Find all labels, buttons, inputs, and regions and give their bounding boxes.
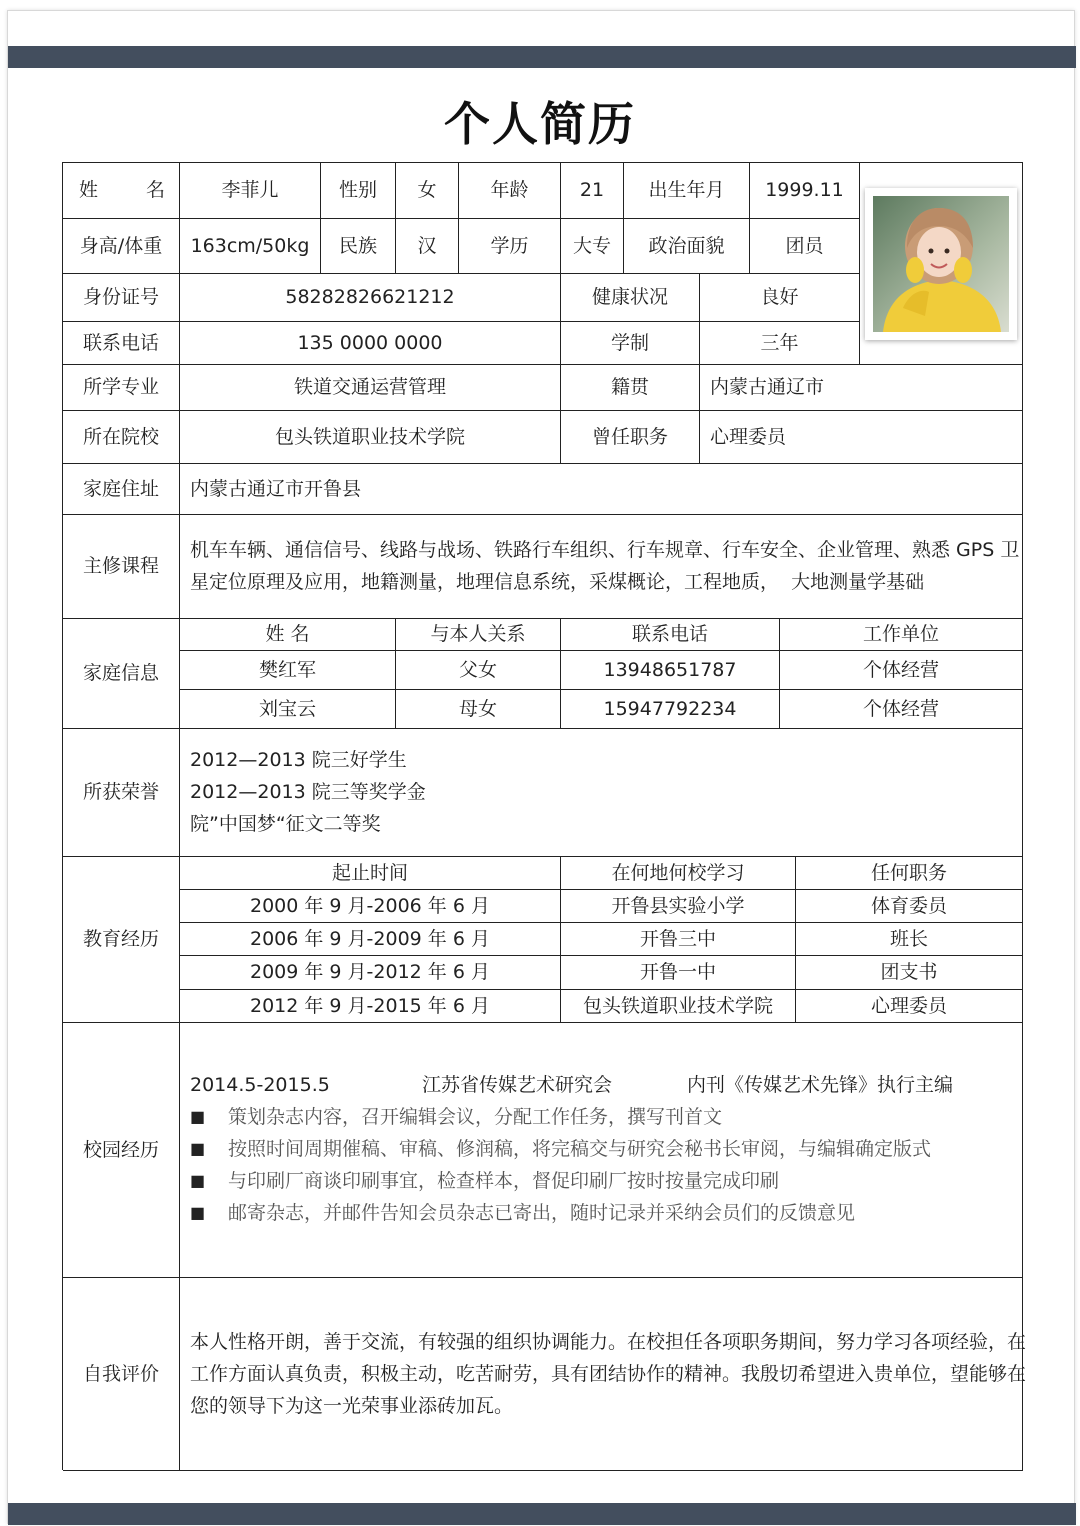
self-eval-line-2: 工作方面认真负责，积极主动，吃苦耐劳，具有团结协作的精神。我殷切希望进入贵单位，望能够在 — [190, 1363, 1027, 1385]
education-value: 大专 — [561, 219, 624, 274]
edu-row-4-role: 心理委员 — [796, 990, 1023, 1023]
courses-text — [190, 534, 1020, 598]
family-row-1-name: 樊红军 — [180, 651, 396, 690]
family-header-relation: 与本人关系 — [396, 619, 561, 651]
campus-content — [190, 1069, 1020, 1229]
campus-header-line — [190, 1069, 1020, 1101]
edu-row-2-school: 开鲁三中 — [561, 923, 796, 956]
position-value: 心理委员 — [700, 411, 1023, 464]
honors-list — [190, 744, 1010, 840]
name-label-char-1: 姓 — [79, 179, 99, 202]
page-title: 个人简历 — [444, 97, 636, 151]
edu-row-1-school: 开鲁县实验小学 — [561, 890, 796, 923]
duration-label: 学制 — [561, 322, 700, 365]
family-row-2-phone: 15947792234 — [561, 690, 780, 729]
edu-row-4-period: 2012 年 9 月-2015 年 6 月 — [180, 990, 561, 1023]
family-label: 家庭信息 — [63, 619, 180, 729]
native-value: 内蒙古通辽市 — [700, 365, 1023, 411]
gender-value: 女 — [396, 163, 459, 219]
edu-row-1-period: 2000 年 9 月-2006 年 6 月 — [180, 890, 561, 923]
school-label: 所在院校 — [63, 411, 180, 464]
edu-header-school: 在何地何校学习 — [561, 857, 796, 890]
family-header-work: 工作单位 — [780, 619, 1023, 651]
honor-item-3: 院”中国梦“征文二等奖 — [190, 813, 381, 835]
health-value: 良好 — [700, 274, 860, 322]
native-label: 籍贯 — [561, 365, 700, 411]
family-header-phone: 联系电话 — [561, 619, 780, 651]
family-row-1-relation: 父女 — [396, 651, 561, 690]
height-weight-value: 163cm/50kg — [180, 219, 321, 274]
edu-row-2-period: 2006 年 9 月-2009 年 6 月 — [180, 923, 561, 956]
id-label: 身份证号 — [63, 274, 180, 322]
campus-period: 2014.5-2015.5 — [190, 1074, 330, 1096]
phone-label: 联系电话 — [63, 322, 180, 365]
education-label: 学历 — [459, 219, 561, 274]
family-header-name: 姓 名 — [180, 619, 396, 651]
self-eval-line-3: 您的领导下为这一光荣事业添砖加瓦。 — [190, 1395, 514, 1417]
edu-row-2-role: 班长 — [796, 923, 1023, 956]
edu-row-3-role: 团支书 — [796, 956, 1023, 990]
height-weight-label: 身高/体重 — [63, 219, 180, 274]
name-label — [63, 163, 180, 219]
edu-row-1-role: 体育委员 — [796, 890, 1023, 923]
address-label: 家庭住址 — [63, 464, 180, 515]
education-section-label: 教育经历 — [63, 857, 180, 1023]
bottom-bar — [8, 1503, 1076, 1525]
address-value: 内蒙古通辽市开鲁县 — [180, 464, 1023, 515]
profile-photo-image — [873, 196, 1009, 332]
courses-line-2: 星定位原理及应用，地籍测量，地理信息系统，采煤概论，工程地质， 大地测量学基础 — [190, 571, 925, 593]
top-bar — [8, 46, 1076, 68]
family-row-2-work: 个体经营 — [780, 690, 1023, 729]
family-row-1-phone: 13948651787 — [561, 651, 780, 690]
gender-label: 性别 — [321, 163, 396, 219]
honor-item-2: 2012—2013 院三等奖学金 — [190, 781, 426, 803]
profile-photo — [865, 188, 1017, 340]
birth-label: 出生年月 — [624, 163, 750, 219]
age-value: 21 — [561, 163, 624, 219]
edu-row-3-period: 2009 年 9 月-2012 年 6 月 — [180, 956, 561, 990]
id-value: 58282826621212 — [180, 274, 561, 322]
name-label-char-2: 名 — [145, 179, 165, 202]
family-row-2-name: 刘宝云 — [180, 690, 396, 729]
political-value: 团员 — [750, 219, 860, 274]
courses-label: 主修课程 — [63, 515, 180, 619]
family-row-2-relation: 母女 — [396, 690, 561, 729]
self-eval-line-1: 本人性格开朗，善于交流，有较强的组织协调能力。在校担任各项职务期间，努力学习各项经验，在 — [190, 1331, 1027, 1353]
edu-header-period: 起止时间 — [180, 857, 561, 890]
political-label: 政治面貌 — [624, 219, 750, 274]
edu-row-4-school: 包头铁道职业技术学院 — [561, 990, 796, 1023]
major-value: 铁道交通运营管理 — [180, 365, 561, 411]
campus-label: 校园经历 — [63, 1023, 180, 1278]
name-value: 李菲儿 — [180, 163, 321, 219]
major-label: 所学专业 — [63, 365, 180, 411]
age-label: 年龄 — [459, 163, 561, 219]
campus-duty-2: ■ 按照时间周期催稿、审稿、修润稿，将完稿交与研究会秘书长审阅，与编辑确定版式 — [190, 1133, 1020, 1165]
ethnicity-label: 民族 — [321, 219, 396, 274]
ethnicity-value: 汉 — [396, 219, 459, 274]
health-label: 健康状况 — [561, 274, 700, 322]
self-eval-label: 自我评价 — [63, 1278, 180, 1471]
phone-value: 135 0000 0000 — [180, 322, 561, 365]
birth-value: 1999.11 — [750, 163, 860, 219]
campus-org: 江苏省传媒艺术研究会 — [422, 1074, 613, 1096]
self-eval-text — [190, 1326, 1027, 1422]
campus-role: 内刊《传媒艺术先锋》执行主编 — [687, 1074, 954, 1096]
resume-table — [62, 162, 1027, 1470]
campus-duty-4: ■ 邮寄杂志，并邮件告知会员杂志已寄出，随时记录并采纳会员们的反馈意见 — [190, 1197, 1020, 1229]
honor-item-1: 2012—2013 院三好学生 — [190, 749, 407, 771]
family-row-1-work: 个体经营 — [780, 651, 1023, 690]
campus-duty-3: ■ 与印刷厂商谈印刷事宜，检查样本，督促印刷厂按时按量完成印刷 — [190, 1165, 1020, 1197]
duration-value: 三年 — [700, 322, 860, 365]
school-value: 包头铁道职业技术学院 — [180, 411, 561, 464]
courses-line-1: 机车车辆、通信信号、线路与战场、铁路行车组织、行车规章、行车安全、企业管理、熟悉 GPS 卫 — [190, 539, 1020, 561]
edu-row-3-school: 开鲁一中 — [561, 956, 796, 990]
edu-header-role: 任何职务 — [796, 857, 1023, 890]
campus-duty-1: ■ 策划杂志内容，召开编辑会议，分配工作任务，撰写刊首文 — [190, 1101, 1020, 1133]
honors-label: 所获荣誉 — [63, 729, 180, 857]
campus-duty-list — [190, 1101, 1020, 1229]
position-label: 曾任职务 — [561, 411, 700, 464]
